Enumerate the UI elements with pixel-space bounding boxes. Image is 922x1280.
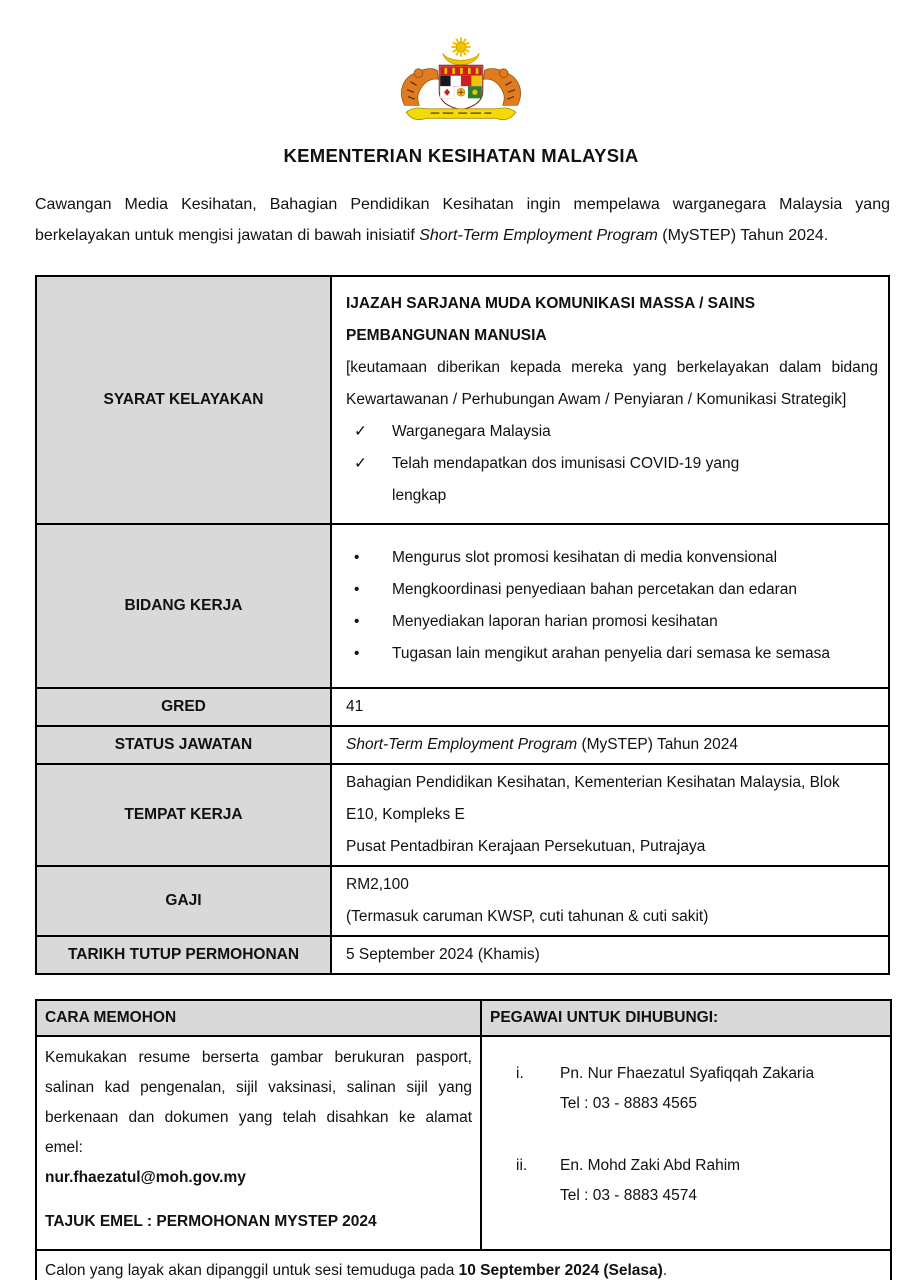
email-subject-line: TAJUK EMEL : PERMOHONAN MYSTEP 2024 — [45, 1213, 377, 1230]
application-header-row — [36, 1000, 891, 1036]
contact-tel: Tel : 03 - 8883 4574 — [560, 1187, 698, 1204]
salary-note: (Termasuk caruman KWSP, cuti tahunan & cuti sakit) — [346, 908, 709, 925]
row-label-tempat: TEMPAT KERJA — [36, 764, 331, 866]
check-item-text: Telah mendapatkan dos imunisasi COVID-19 yang lengkap — [392, 455, 740, 504]
row-label-syarat: SYARAT KELAYAKAN — [36, 276, 331, 524]
bullet-item-text: Tugasan lain mengikut arahan penyelia dari semasa ke semasa — [392, 645, 830, 662]
motto-ribbon-icon — [406, 108, 516, 120]
intro-text-italic: Short-Term Employment Program — [419, 227, 658, 244]
interview-note-text-2: . — [662, 1262, 668, 1279]
application-body-row — [36, 1036, 891, 1250]
row-value-status — [331, 726, 889, 764]
contact-name: En. Mohd Zaki Abd Rahim — [560, 1157, 741, 1174]
check-item — [346, 448, 878, 512]
contacts-cell — [481, 1036, 891, 1250]
salary-amount: RM2,100 — [346, 876, 409, 893]
tiger-right-icon — [484, 69, 521, 106]
degree-heading: IJAZAH SARJANA MUDA KOMUNIKASI MASSA / SAINS PEMBANGUNAN MANUSIA — [346, 295, 756, 344]
table-row-gred — [36, 688, 889, 726]
logo-container — [0, 0, 922, 139]
row-label-tarikh: TARIKH TUTUP PERMOHONAN — [36, 936, 331, 974]
bullet-icon: • — [354, 613, 360, 630]
bullet-icon: • — [354, 549, 360, 566]
row-label-gred: GRED — [36, 688, 331, 726]
row-label-gaji: GAJI — [36, 866, 331, 936]
pegawai-header: PEGAWAI UNTUK DIHUBUNGI: — [481, 1000, 891, 1036]
interview-note-text-1: Calon yang layak akan dipanggil untuk sesi temuduga pada — [45, 1262, 459, 1279]
status-italic-text: Short-Term Employment Program — [346, 736, 578, 753]
application-footer-row — [36, 1250, 891, 1280]
workplace-address-line: Bahagian Pendidikan Kesihatan, Kementerian Kesihatan Malaysia, Blok E10, Kompleks E — [346, 774, 840, 823]
bullet-item — [346, 574, 878, 606]
contact-item — [516, 1151, 884, 1211]
contact-details — [560, 1151, 884, 1211]
interview-date: 10 September 2024 (Selasa) — [458, 1262, 663, 1279]
row-value-gaji — [331, 866, 889, 936]
qualification-note: [keutamaan diberikan kepada mereka yang berkelayakan dalam bidang Kewartawanan / Perhubungan Awam / Penyiaran / Komunikasi Strategik] — [346, 359, 878, 408]
bullet-item — [346, 606, 878, 638]
check-item-text: Warganegara Malaysia — [392, 423, 551, 440]
page-title: KEMENTERIAN KESIHATAN MALAYSIA — [283, 145, 639, 166]
interview-note — [36, 1250, 891, 1280]
contact-tel: Tel : 03 - 8883 4565 — [560, 1095, 698, 1112]
check-icon: ✓ — [354, 423, 367, 440]
contact-index: i. — [516, 1065, 524, 1082]
table-row-bidang — [36, 524, 889, 688]
bullet-item-text: Mengurus slot promosi kesihatan di media konvensional — [392, 549, 778, 566]
application-email: nur.fhaezatul@moh.gov.my — [45, 1169, 246, 1186]
table-row-status — [36, 726, 889, 764]
contact-index: ii. — [516, 1157, 528, 1174]
shield-icon — [439, 65, 482, 109]
intro-paragraph — [35, 189, 890, 251]
row-value-syarat — [331, 276, 889, 524]
row-value-bidang — [331, 524, 889, 688]
contact-details — [560, 1059, 884, 1119]
bullet-item — [346, 542, 878, 574]
tiger-left-icon — [401, 69, 438, 106]
bullet-icon: • — [354, 581, 360, 598]
cara-memohon-header: CARA MEMOHON — [36, 1000, 481, 1036]
table-row-gaji — [36, 866, 889, 936]
check-item — [346, 416, 878, 448]
bullet-item-text: Mengkoordinasi penyediaan bahan percetakan dan edaran — [392, 581, 798, 598]
row-value-tempat — [331, 764, 889, 866]
table-row-tempat — [36, 764, 889, 866]
bullet-item — [346, 638, 878, 670]
bullet-icon: • — [354, 645, 360, 662]
job-details-table — [35, 275, 890, 975]
contact-name: Pn. Nur Fhaezatul Syafiqqah Zakaria — [560, 1065, 815, 1082]
status-rest-text: (MySTEP) Tahun 2024 — [577, 736, 738, 753]
contact-item — [516, 1059, 884, 1119]
intro-text-2: (MySTEP) Tahun 2024. — [657, 227, 829, 244]
row-label-status: STATUS JAWATAN — [36, 726, 331, 764]
cara-memohon-cell — [36, 1036, 481, 1250]
application-table — [35, 999, 892, 1280]
row-value-tarikh: 5 September 2024 (Khamis) — [331, 936, 889, 974]
bullet-item-text: Menyediakan laporan harian promosi kesihatan — [392, 613, 718, 630]
check-icon: ✓ — [354, 455, 367, 472]
row-value-gred: 41 — [331, 688, 889, 726]
malaysia-coat-of-arms-icon — [387, 34, 535, 134]
row-label-bidang: BIDANG KERJA — [36, 524, 331, 688]
table-row-syarat — [36, 276, 889, 524]
application-instructions: Kemukakan resume berserta gambar berukuran pasport, salinan kad pengenalan, sijil vaksinasi, salinan sijil yang berkenaan dan dokumen yang telah disahkan ke alamat emel: — [45, 1049, 472, 1156]
intro-text-1: Cawangan Media Kesihatan, Bahagian Pendidikan Kesihatan ingin mempelawa warganegara Malaysia yang berkelayakan untuk mengisi jawatan di bawah inisiatif — [35, 196, 890, 244]
table-row-tarikh — [36, 936, 889, 974]
workplace-address-line: Pusat Pentadbiran Kerajaan Persekutuan, Putrajaya — [346, 838, 706, 855]
